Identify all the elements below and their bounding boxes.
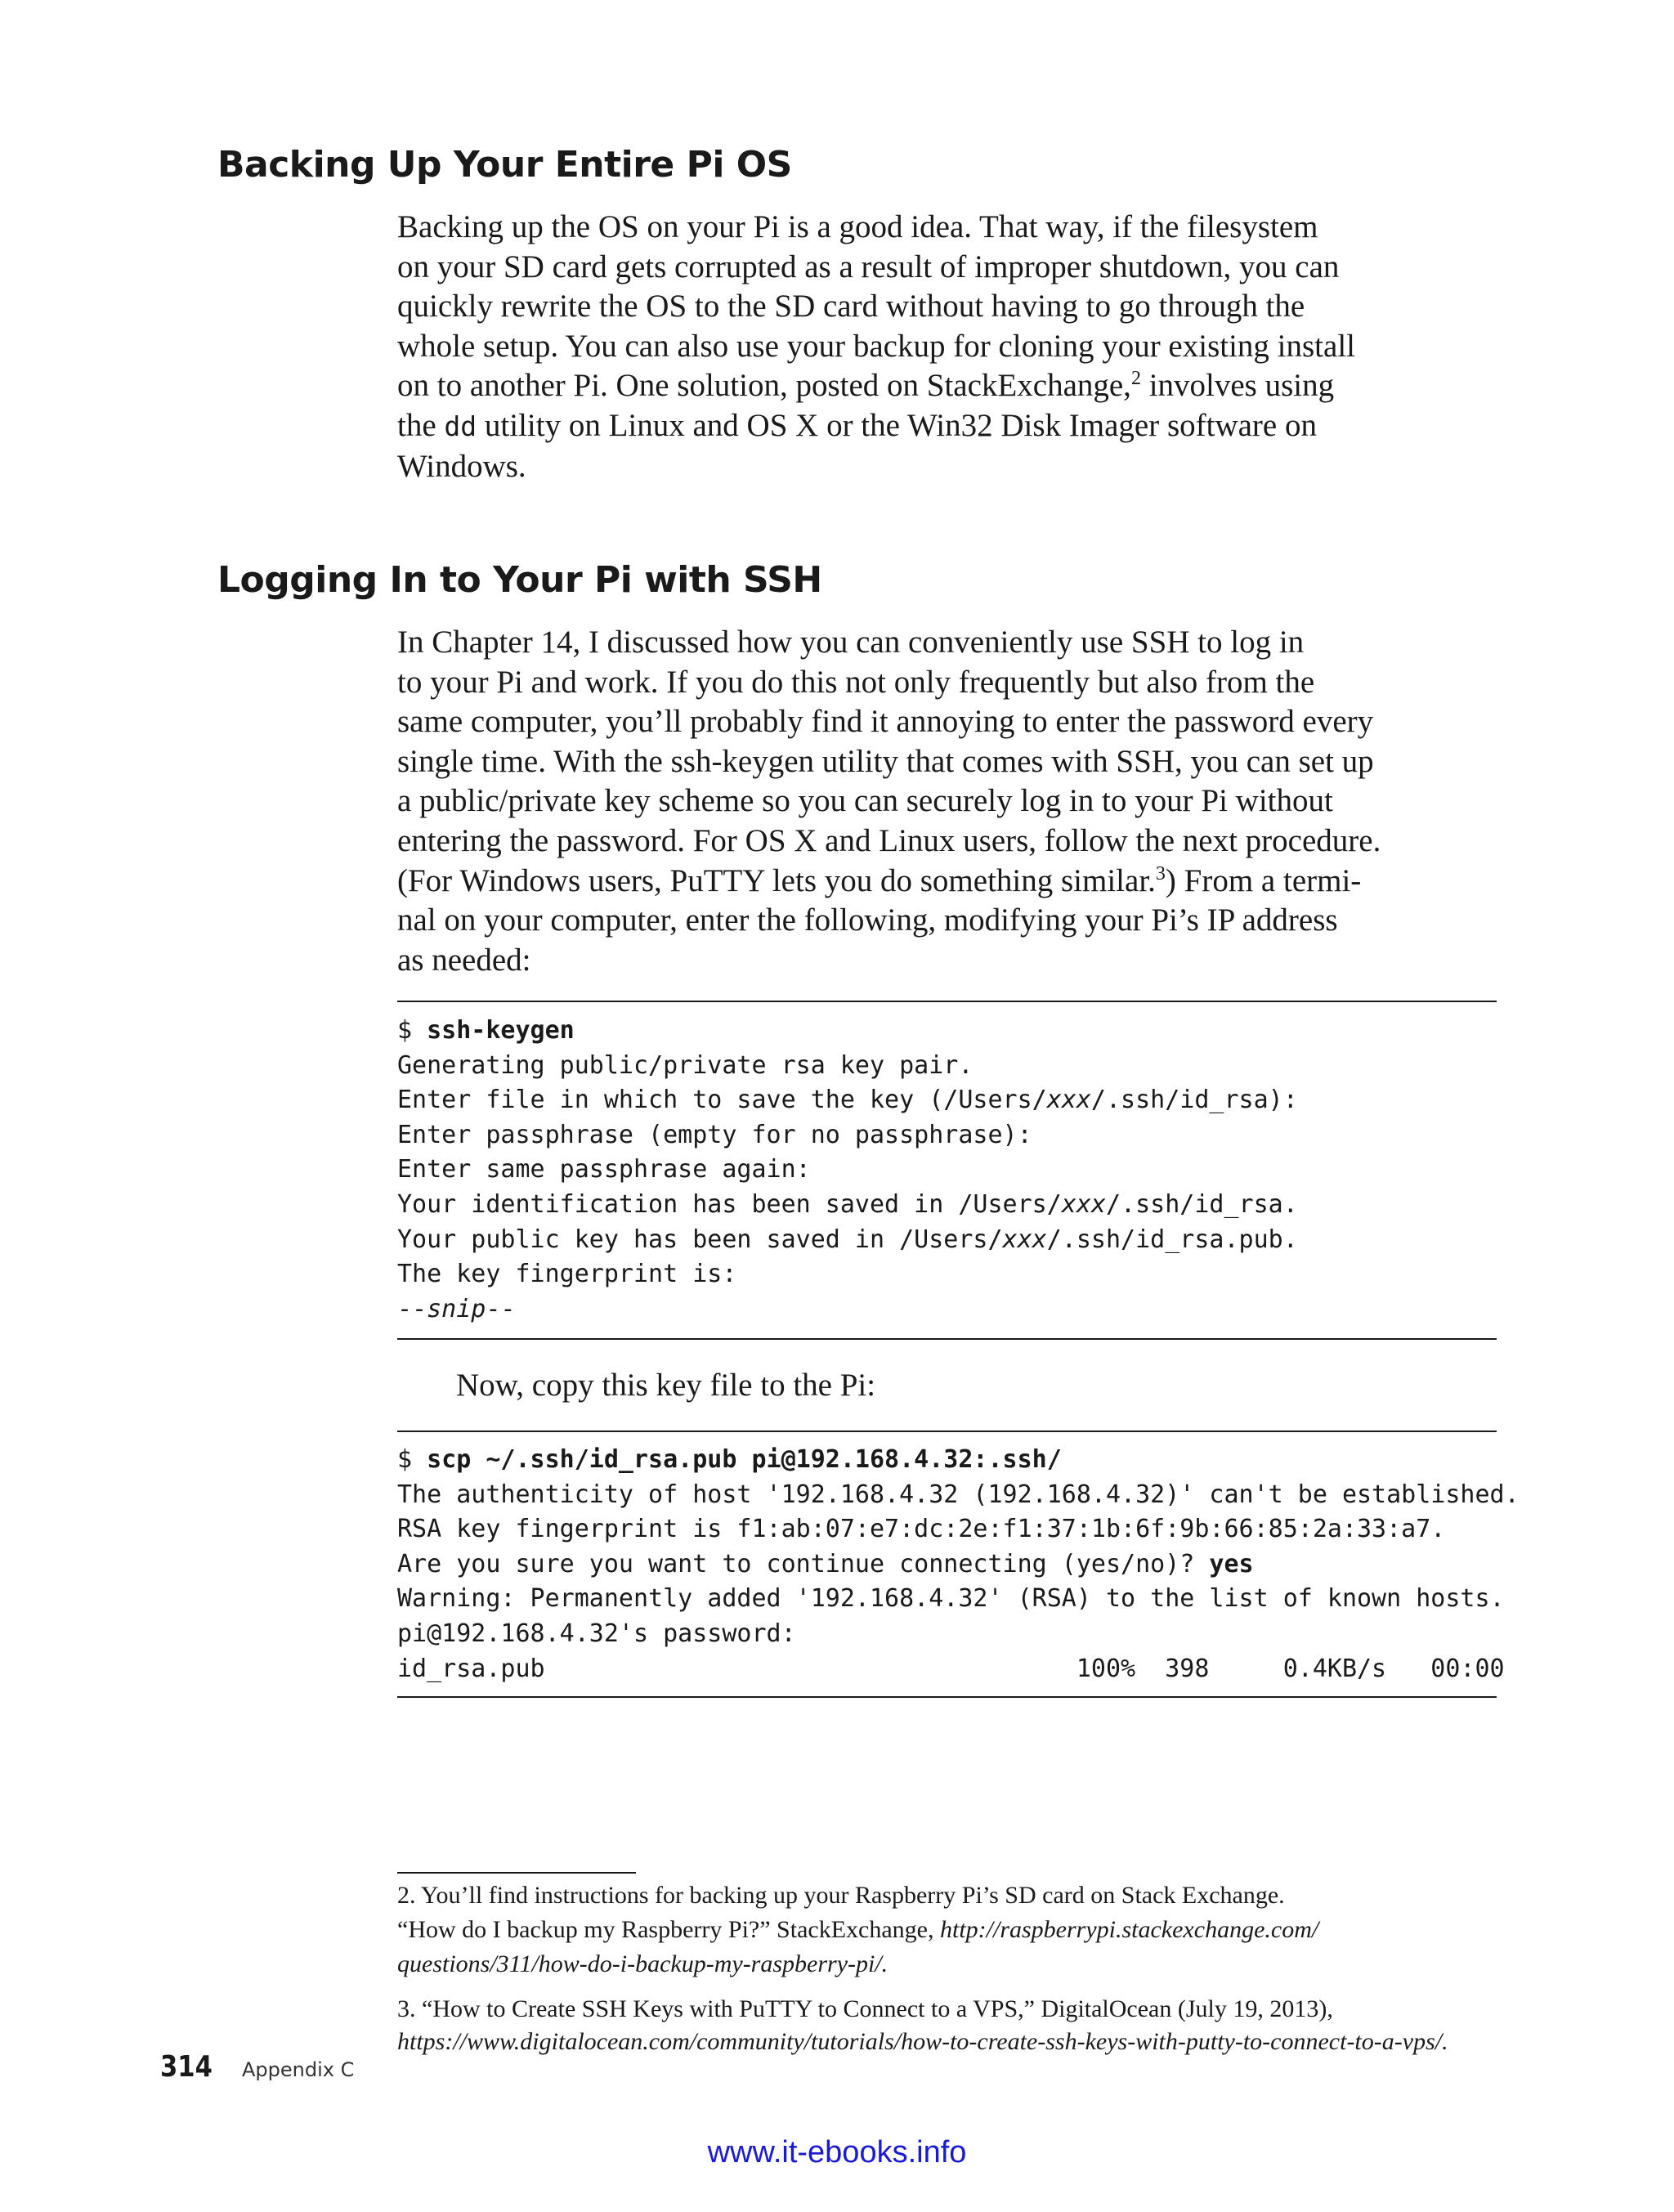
- text-run: the: [397, 407, 445, 443]
- text-run: /.ssh/id_rsa.: [1105, 1189, 1298, 1219]
- text-line: [397, 1582, 1520, 1617]
- text-run: Your public key has been saved in /Users/: [397, 1225, 1003, 1254]
- text-run: --: [397, 1294, 427, 1323]
- listing-bottom-rule: [397, 1338, 1497, 1340]
- text-run: Your identification has been saved in /Users/: [397, 1189, 1062, 1219]
- italic-run: xxx: [1061, 1189, 1106, 1219]
- text-run: involves using: [1140, 368, 1335, 404]
- text-line: [397, 287, 1509, 327]
- paragraph-backup: [397, 208, 1509, 486]
- italic-run: questions/311/how-do-i-backup-my-raspberry-pi/.: [397, 1950, 888, 1977]
- text-line: [397, 1188, 1298, 1223]
- text-run: single time. With the ssh-keygen utility that comes with SSH, you can set up: [397, 743, 1374, 779]
- text-line: [397, 1478, 1520, 1513]
- text-run: “How do I backup my Raspberry Pi?” StackExchange,: [397, 1916, 940, 1943]
- text-line: [397, 1652, 1520, 1687]
- text-run: Enter file in which to save the key (/Users/: [397, 1086, 1047, 1115]
- inline-code: dd: [444, 410, 477, 442]
- text-run: same computer, you’ll probably find it annoying to enter the password every: [397, 704, 1374, 740]
- text-line: [397, 366, 1509, 406]
- listing-top-rule: [397, 1001, 1497, 1002]
- text-line: [397, 1118, 1298, 1153]
- watermark-link[interactable]: www.it-ebooks.info: [707, 2135, 967, 2169]
- text-run: as needed:: [397, 942, 531, 978]
- text-run: $: [397, 1445, 427, 1474]
- text-run: /.ssh/id_rsa):: [1090, 1086, 1298, 1115]
- text-run: /.ssh/id_rsa.pub.: [1046, 1225, 1298, 1254]
- text-run: Generating public/private rsa key pair.: [397, 1050, 974, 1080]
- text-line: [397, 447, 1509, 487]
- text-line: [397, 1512, 1520, 1547]
- italic-run: https://www.digitalocean.com/community/tutorials/how-to-create-ssh-keys-with-putty-to-connect-to-a-vps/.: [397, 2028, 1448, 2055]
- listing-top-rule: [397, 1431, 1497, 1432]
- text-line: [397, 1913, 1509, 1947]
- text-line: [397, 208, 1509, 248]
- text-line: [397, 702, 1509, 742]
- text-line: [397, 862, 1509, 902]
- text-run: entering the password. For OS X and Linux users, follow the next procedure.: [397, 822, 1381, 858]
- italic-run: snip: [427, 1294, 486, 1323]
- bold-input: ssh-keygen: [427, 1016, 575, 1045]
- text-run: ) From a termi-: [1165, 862, 1362, 898]
- code-listing-ssh-keygen: [397, 1014, 1298, 1327]
- text-run: pi@192.168.4.32's password:: [397, 1619, 796, 1648]
- text-line: [397, 742, 1509, 782]
- text-run: 2. You’ll find instructions for backing up your Raspberry Pi’s SD card on Stack Exchange.: [397, 1882, 1285, 1909]
- text-run: on to another Pi. One solution, posted on StackExchange,: [397, 368, 1131, 404]
- text-line: [397, 2026, 1509, 2058]
- text-line: [397, 1878, 1509, 1913]
- text-run: on your SD card gets corrupted as a result of improper shutdown, you can: [397, 249, 1340, 284]
- running-footer-label: Appendix C: [242, 2058, 355, 2081]
- page-number: 314: [160, 2050, 213, 2084]
- text-line: [397, 1443, 1520, 1478]
- bold-input: yes: [1209, 1549, 1254, 1578]
- text-run: Enter same passphrase again:: [397, 1155, 811, 1184]
- text-line: [397, 1049, 1298, 1084]
- text-line: [397, 822, 1509, 862]
- text-line: [397, 1153, 1298, 1188]
- section-heading-ssh: Logging In to Your Pi with SSH: [217, 559, 822, 601]
- text-line: [397, 941, 1509, 981]
- text-run: whole setup. You can also use your backup for cloning your existing install: [397, 328, 1355, 364]
- text-line: [397, 623, 1509, 663]
- italic-run: http://raspberrypi.stackexchange.com/: [939, 1916, 1319, 1943]
- text-line: [397, 1617, 1520, 1652]
- section-heading-backup: Backing Up Your Entire Pi OS: [217, 144, 792, 186]
- italic-run: xxx: [1046, 1086, 1091, 1115]
- bold-input: scp ~/.ssh/id_rsa.pub pi@192.168.4.32:.ssh/: [427, 1445, 1062, 1474]
- code-listing-scp: [397, 1443, 1520, 1686]
- text-line: [397, 327, 1509, 367]
- text-run: $: [397, 1016, 427, 1045]
- paragraph-ssh: [397, 623, 1509, 980]
- text-run: The authenticity of host '192.168.4.32 (192.168.4.32)' can't be established.: [397, 1480, 1520, 1509]
- footnote-2: [397, 1878, 1509, 1981]
- text-run: (For Windows users, PuTTY lets you do something similar.: [397, 862, 1156, 898]
- text-run: Warning: Permanently added '192.168.4.32' (RSA) to the list of known hosts.: [397, 1584, 1505, 1614]
- text-run: quickly rewrite the OS to the SD card without having to go through the: [397, 289, 1305, 325]
- italic-run: xxx: [1002, 1225, 1047, 1254]
- text-line: [397, 1947, 1509, 1981]
- text-line: [397, 406, 1509, 447]
- text-line: [397, 1547, 1520, 1583]
- text-run: Backing up the OS on your Pi is a good idea. That way, if the filesystem: [397, 209, 1318, 244]
- text-line: [397, 781, 1509, 822]
- text-run: to your Pi and work. If you do this not only frequently but also from the: [397, 664, 1315, 700]
- footnote-rule: [397, 1872, 636, 1874]
- text-line: [397, 1292, 1298, 1328]
- footnote-marker: 2: [1130, 368, 1141, 390]
- text-run: nal on your computer, enter the following, modifying your Pi’s IP address: [397, 902, 1338, 938]
- listing-bottom-rule: [397, 1696, 1497, 1698]
- lead-in-text: Now, copy this key file to the Pi:: [456, 1368, 876, 1403]
- text-line: [397, 1083, 1298, 1118]
- text-run: The key fingerprint is:: [397, 1260, 737, 1289]
- text-line: [397, 1257, 1298, 1292]
- text-line: [397, 248, 1509, 288]
- text-line: [397, 1014, 1298, 1049]
- text-line: [397, 1993, 1509, 2026]
- text-run: Enter passphrase (empty for no passphrase):: [397, 1120, 1032, 1149]
- text-run: --: [486, 1294, 516, 1323]
- text-run: In Chapter 14, I discussed how you can conveniently use SSH to log in: [397, 625, 1305, 660]
- text-run: RSA key fingerprint is f1:ab:07:e7:dc:2e:f1:37:1b:6f:9b:66:85:2a:33:a7.: [397, 1515, 1446, 1544]
- text-run: id_rsa.pub 100% 398 0.4KB/s 00:00: [397, 1654, 1505, 1683]
- text-line: [397, 663, 1509, 703]
- footnote-3: [397, 1993, 1509, 2058]
- text-run: 3. “How to Create SSH Keys with PuTTY to Connect to a VPS,” DigitalOcean (July 19, 2013),: [397, 1995, 1333, 2022]
- text-line: [397, 901, 1509, 941]
- text-line: [397, 1223, 1298, 1258]
- text-run: a public/private key scheme so you can securely log in to your Pi without: [397, 783, 1333, 819]
- text-run: Windows.: [397, 448, 526, 484]
- text-run: Are you sure you want to continue connecting (yes/no)?: [397, 1549, 1210, 1578]
- footnote-marker: 3: [1155, 862, 1166, 884]
- text-run: utility on Linux and OS X or the Win32 Disk Imager software on: [477, 407, 1317, 443]
